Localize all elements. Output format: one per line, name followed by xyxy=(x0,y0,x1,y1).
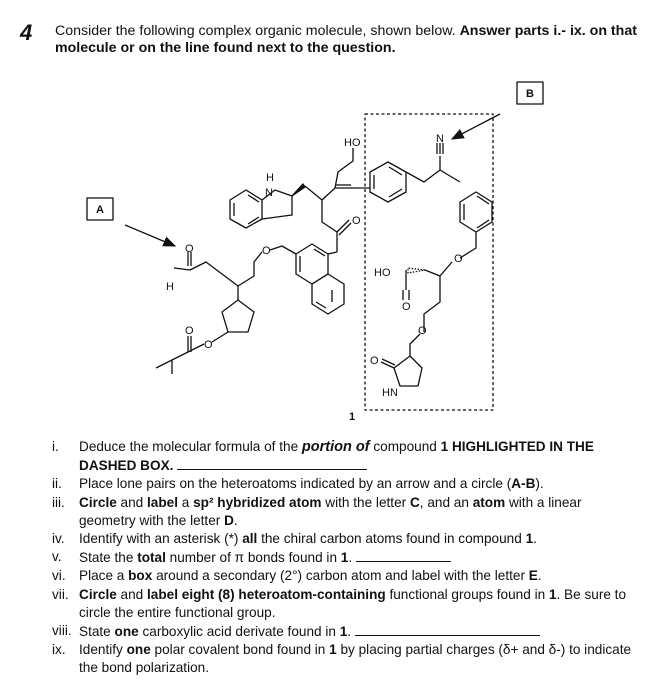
atom-o-ether-left: O xyxy=(262,245,271,257)
indoline-ring xyxy=(230,190,292,228)
question-vii: vii. Circle and label eight (8) heteroatom-containing functional groups found in 1. Be sure to circle the entire functional group. xyxy=(52,586,627,620)
question-iv: iv. Identify with an asterisk (*) all the chiral carbon atoms found in compound 1. xyxy=(52,531,537,547)
question-viii: viii. State one carboxylic acid derivate found in 1. xyxy=(52,622,637,641)
question-vi: vi. Place a box around a secondary (2°) carbon atom and label with the letter E. xyxy=(52,568,542,584)
answer-line-i[interactable] xyxy=(177,456,367,470)
naphthalene-ring xyxy=(296,244,344,314)
atom-o-ester-top: O xyxy=(185,325,194,337)
arrow-a xyxy=(125,225,175,246)
atom-n-nitrile: N xyxy=(436,133,444,145)
atom-ho-mid: HO xyxy=(374,267,391,279)
phenyl-ring-1 xyxy=(370,162,406,202)
atom-o-aldehyde: O xyxy=(185,243,194,255)
question-ii: ii. Place lone pairs on the heteroatoms indicated by an arrow and a circle (A-B). xyxy=(52,476,544,492)
question-v: v. State the total number of π bonds found in 1. xyxy=(52,548,637,567)
molecule-diagram xyxy=(0,70,650,430)
wedge-bond xyxy=(292,184,305,196)
atom-o-lactam: O xyxy=(370,355,379,367)
atom-nh-h: H xyxy=(266,172,274,184)
atom-o-acid: O xyxy=(402,301,411,313)
atom-o-carbonyl-mid: O xyxy=(352,215,361,227)
hash-bond xyxy=(408,268,425,273)
question-ix: ix. Identify one polar covalent bond found in 1 by placing partial charges (δ+ and δ-) to indicate the bond polarization. xyxy=(52,642,632,676)
atom-h-aldehyde: H xyxy=(166,281,174,293)
box-a-label: A xyxy=(96,204,104,216)
answer-line-v[interactable] xyxy=(356,548,451,562)
cyclopentane-ring xyxy=(222,300,254,332)
atom-nh-n: N xyxy=(265,187,273,199)
dashed-highlight-box xyxy=(365,114,493,410)
atom-ho-top: HO xyxy=(344,137,361,149)
compound-label: 1 xyxy=(348,411,356,423)
question-list xyxy=(52,438,637,678)
atom-o-ether-box: O xyxy=(418,325,427,337)
atom-o-ester-link: O xyxy=(204,339,213,351)
pyrrolidinone-ring xyxy=(394,356,422,386)
header-plain: Consider the following complex organic molecule, shown below. xyxy=(55,23,460,39)
answer-line-viii[interactable] xyxy=(355,622,540,636)
header-bold: Answer parts i.- ix. on that molecule or on the line found next to the question. xyxy=(55,23,637,56)
question-number: 4 xyxy=(20,20,33,45)
atom-hn-lactam: HN xyxy=(382,387,398,399)
question-i: i. Deduce the molecular formula of the portion of compound 1 HIGHLIGHTED IN THE DASHED BOX. xyxy=(52,439,594,474)
atom-o-ether-right: O xyxy=(454,253,463,265)
question-header xyxy=(55,23,640,57)
phenyl-ring-2 xyxy=(460,192,492,232)
question-iii: iii. Circle and label a sp² hybridized atom with the letter C, and an atom with a linear geometry with the letter D. xyxy=(52,494,582,528)
box-b-label: B xyxy=(526,88,534,100)
